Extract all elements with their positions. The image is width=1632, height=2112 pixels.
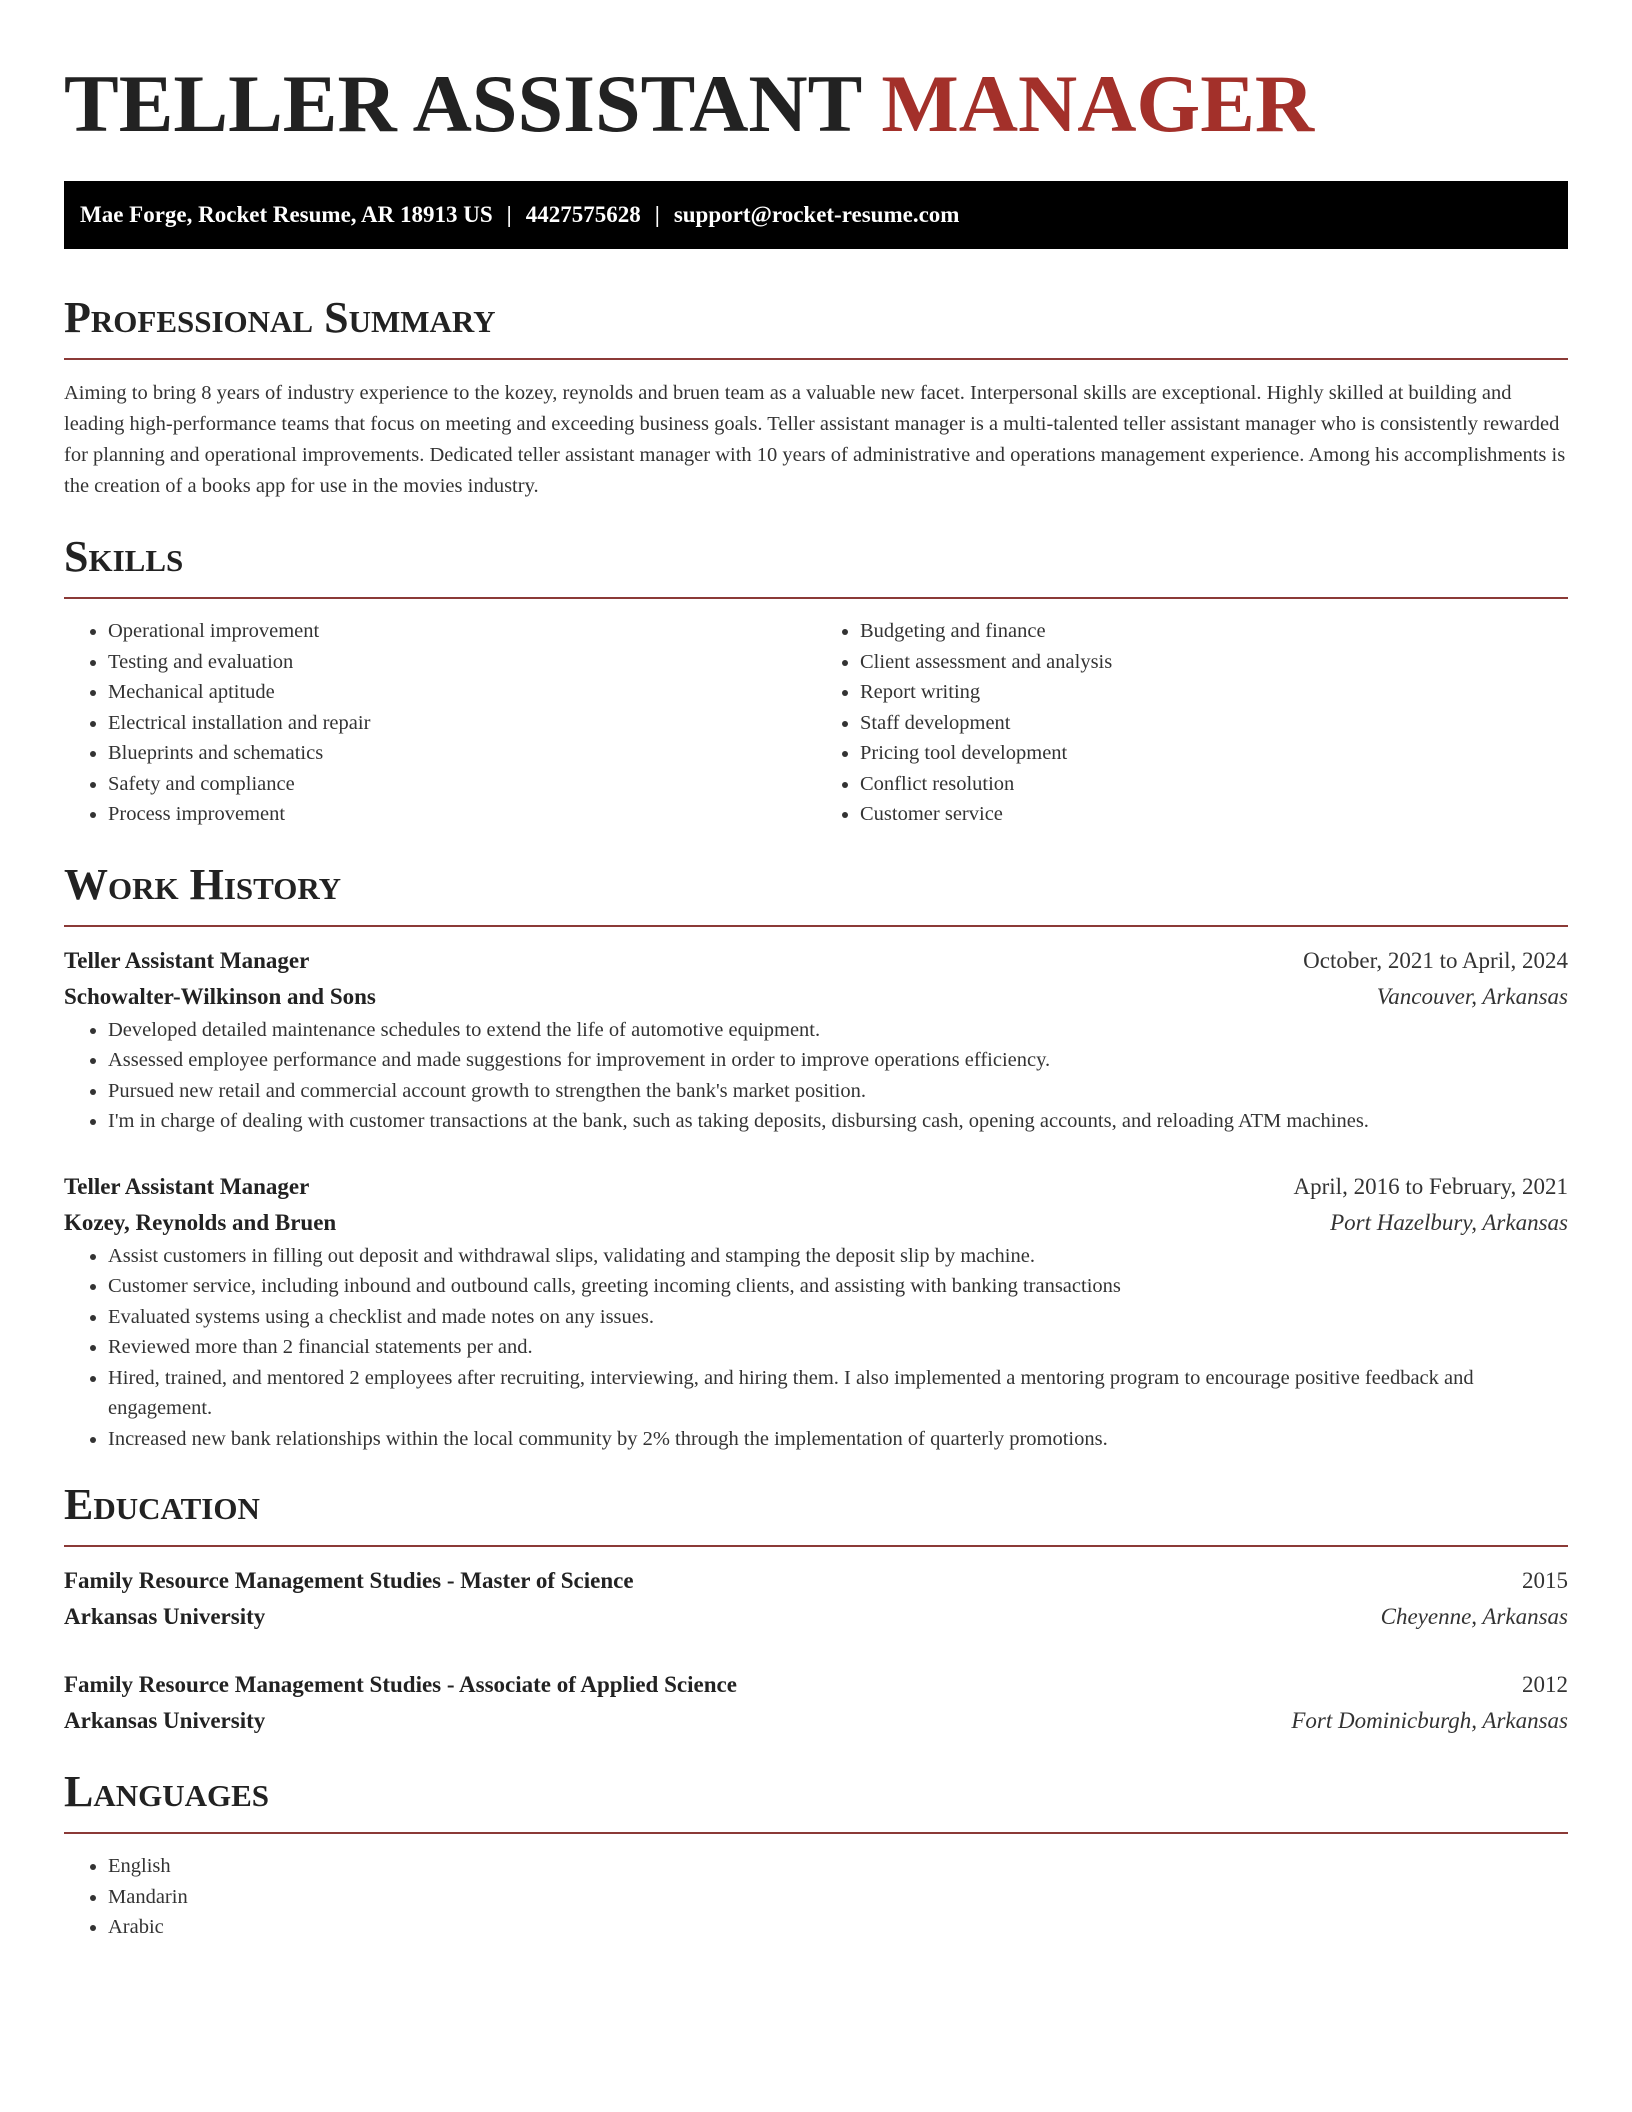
resume-title [64, 0, 1568, 150]
education-location: Cheyenne, Arkansas [1380, 1604, 1568, 1629]
section-divider [64, 597, 1568, 599]
contact-separator: | [506, 202, 512, 227]
job-duty-item: • Hired, trained, and mentored 2 employees after recruiting, interviewing, and hiring them. I also implemented a mentoring program to encourage positive feedback and engagement. [108, 1363, 1568, 1424]
skill-item: • Safety and compliance [108, 769, 816, 800]
job-location: Vancouver, Arkansas [1376, 983, 1568, 1009]
job-duty-item: • Assessed employee performance and made suggestions for improvement in order to improve operations efficiency. [108, 1045, 1568, 1076]
education-school-row [64, 1599, 1568, 1635]
job-duty-item: • Evaluated systems using a checklist and made notes on any issues. [108, 1302, 1568, 1333]
section-heading: Education [64, 1480, 260, 1529]
skill-item: • Customer service [860, 799, 1568, 830]
job-title: Teller Assistant Manager [64, 1173, 310, 1199]
summary-text: Aiming to bring 8 years of industry experience to the kozey, reynolds and bruen team as a valuable new facet. Interpersonal skills are exceptional. Highly skilled at building and leading high-performance teams that focus on meeting and exceeding business goals. Teller assistant manager is a multi-talented teller assistant manager who is consistently rewarded for planning and operational improvements. Dedicated teller assistant manager with 10 years of administrative and operations management experience. Among his accomplishments is the creation of a books app for use in the movies industry. [64, 382, 1566, 497]
job-company: Kozey, Reynolds and Bruen [64, 1209, 337, 1235]
skills-list [64, 616, 1568, 830]
education-year: 2015 [1522, 1568, 1568, 1593]
job-company-row [64, 979, 1568, 1015]
section-divider [64, 925, 1568, 927]
job-duty-item: • Developed detailed maintenance schedules to extend the life of automotive equipment. [108, 1015, 1568, 1046]
skills-column-1 [64, 616, 816, 830]
title-accent: MANAGER [881, 58, 1315, 149]
summary-section [64, 291, 1568, 502]
education-section [64, 1478, 1568, 1739]
contact-bar [64, 181, 1568, 249]
skill-item: • Blueprints and schematics [108, 738, 816, 769]
education-degree: Family Resource Management Studies - Master of Science [64, 1568, 634, 1593]
education-entry [64, 1563, 1568, 1635]
section-divider [64, 358, 1568, 360]
language-item: • Mandarin [108, 1882, 1568, 1913]
skill-item: • Electrical installation and repair [108, 708, 816, 739]
education-degree: Family Resource Management Studies - Associate of Applied Science [64, 1672, 737, 1697]
skill-item: • Budgeting and finance [860, 616, 1568, 647]
skill-item: • Client assessment and analysis [860, 647, 1568, 678]
work-history-section [64, 858, 1568, 1455]
job-header-row [64, 1169, 1568, 1205]
job-duties [64, 1015, 1568, 1137]
job-duty-item: • Assist customers in filling out deposit and withdrawal slips, validating and stamping the deposit slip by machine. [108, 1241, 1568, 1272]
education-school: Arkansas University [64, 1708, 266, 1733]
education-location: Fort Dominicburgh, Arkansas [1291, 1708, 1568, 1733]
education-degree-row [64, 1563, 1568, 1599]
job-company-row [64, 1205, 1568, 1241]
section-divider [64, 1832, 1568, 1834]
language-item: • Arabic [108, 1912, 1568, 1943]
language-item: • English [108, 1851, 1568, 1882]
job-dates: October, 2021 to April, 2024 [1303, 947, 1568, 973]
title-main: TELLER ASSISTANT [64, 58, 861, 149]
section-heading: Skills [64, 532, 184, 581]
languages-section [64, 1765, 1568, 1943]
contact-address: Mae Forge, Rocket Resume, AR 18913 US [80, 202, 493, 227]
section-heading: Work History [64, 859, 342, 909]
skill-item: • Pricing tool development [860, 738, 1568, 769]
education-school: Arkansas University [64, 1604, 266, 1629]
job-header-row [64, 943, 1568, 979]
job-entry [64, 943, 1568, 1137]
job-entry [64, 1169, 1568, 1455]
skill-item: • Process improvement [108, 799, 816, 830]
skills-section [64, 530, 1568, 830]
contact-email[interactable]: support@rocket-resume.com [673, 202, 960, 227]
section-heading: Professional Summary [64, 293, 496, 342]
job-title: Teller Assistant Manager [64, 947, 310, 973]
job-duties [64, 1241, 1568, 1455]
section-heading: Languages [64, 1767, 270, 1816]
skill-item: • Staff development [860, 708, 1568, 739]
skill-item: • Report writing [860, 677, 1568, 708]
education-degree-row [64, 1667, 1568, 1703]
education-school-row [64, 1703, 1568, 1739]
job-duty-item: • Reviewed more than 2 financial statements per and. [108, 1332, 1568, 1363]
education-entry [64, 1667, 1568, 1739]
job-duty-item: • Pursued new retail and commercial account growth to strengthen the bank's market position. [108, 1076, 1568, 1107]
job-duty-item: • Customer service, including inbound and outbound calls, greeting incoming clients, and assisting with banking transactions [108, 1271, 1568, 1302]
job-company: Schowalter-Wilkinson and Sons [64, 983, 376, 1009]
job-duty-item: • I'm in charge of dealing with customer transactions at the bank, such as taking deposits, disbursing cash, opening accounts, and reloading ATM machines. [108, 1106, 1568, 1137]
skill-item: • Testing and evaluation [108, 647, 816, 678]
skill-item: • Operational improvement [108, 616, 816, 647]
languages-list [64, 1851, 1568, 1943]
skill-item: • Mechanical aptitude [108, 677, 816, 708]
skills-column-2 [816, 616, 1568, 830]
section-divider [64, 1545, 1568, 1547]
contact-separator: | [654, 202, 660, 227]
education-year: 2012 [1522, 1672, 1568, 1697]
contact-phone: 4427575628 [525, 202, 641, 227]
job-dates: April, 2016 to February, 2021 [1293, 1173, 1568, 1199]
job-location: Port Hazelbury, Arkansas [1330, 1209, 1568, 1235]
skill-item: • Conflict resolution [860, 769, 1568, 800]
job-duty-item: • Increased new bank relationships within the local community by 2% through the implementation of quarterly promotions. [108, 1424, 1568, 1455]
